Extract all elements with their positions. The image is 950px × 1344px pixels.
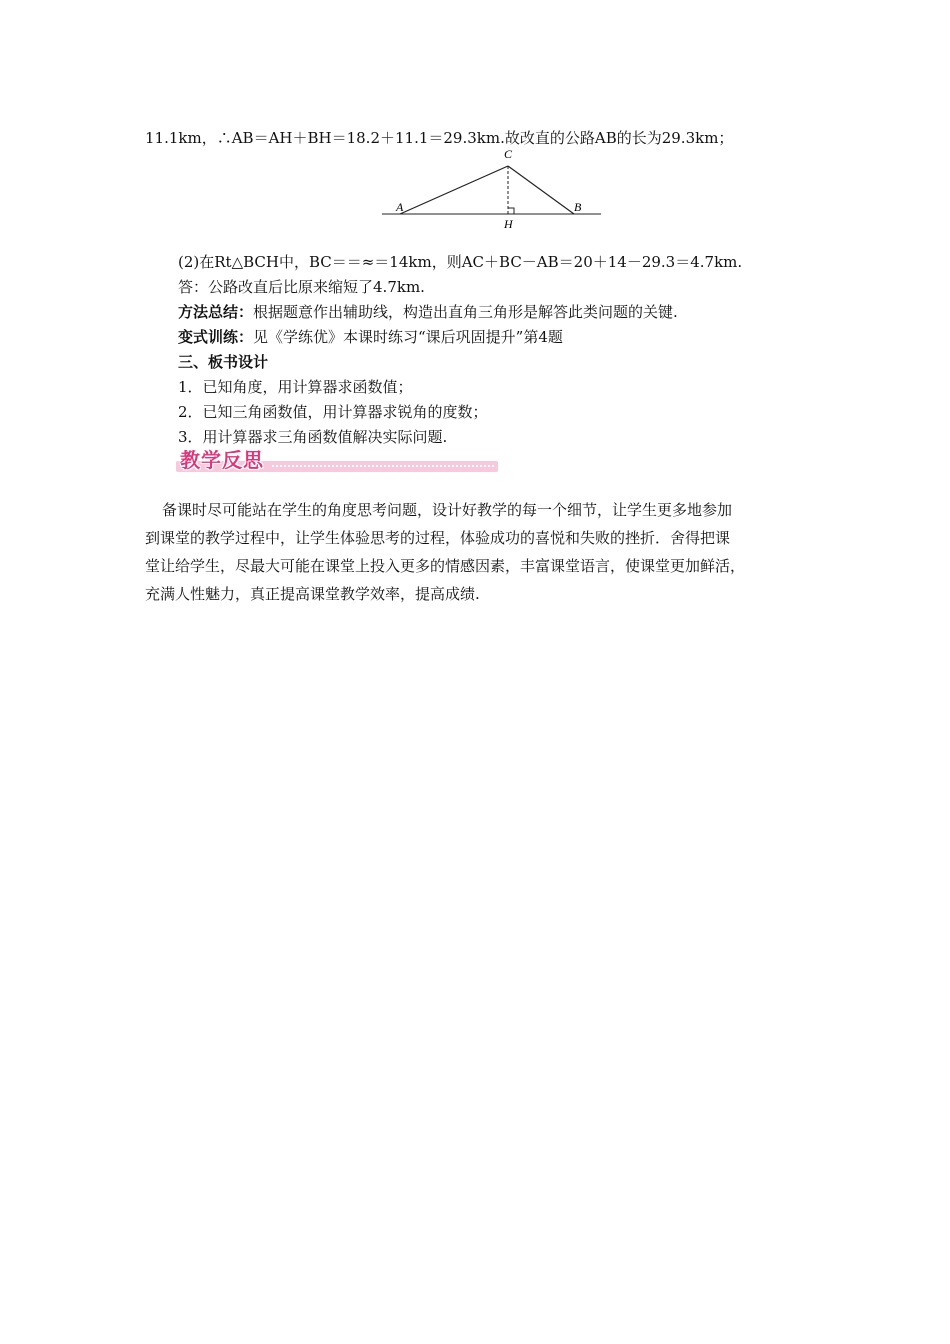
- section-heading-board-design: 三、板书设计: [178, 353, 269, 371]
- segment-ac: [400, 166, 508, 214]
- segment-bc: [508, 166, 574, 214]
- reflection-banner: [176, 448, 500, 476]
- method-summary-text: 根据题意作出辅助线，构造出直角三角形是解答此类问题的关键.: [253, 303, 678, 321]
- label-b: B: [574, 200, 582, 214]
- board-item-3: 3．用计算器求三角函数值解决实际问题.: [178, 428, 448, 446]
- method-summary-label: 方法总结：: [178, 303, 254, 321]
- variant-training-text: 见《学练优》本课时练习“课后巩固提升”第4题: [253, 328, 563, 346]
- reflection-paragraph: [145, 496, 810, 608]
- banner-title: 教学反思: [180, 448, 264, 472]
- triangle-figure: [378, 144, 604, 232]
- label-h: H: [504, 217, 513, 231]
- answer-line: 答：公路改直后比原来缩短了4.7km.: [178, 278, 425, 296]
- reflection-line-2: 到课堂的教学过程中，让学生体验思考的过程，体验成功的喜悦和失败的挫折．舍得把课: [145, 529, 731, 547]
- reflection-line-1: 备课时尽可能站在学生的角度思考问题，设计好教学的每一个细节，让学生更多地参加: [162, 501, 733, 519]
- banner-dots: [272, 465, 494, 467]
- label-c: C: [504, 147, 513, 161]
- method-summary: [178, 302, 678, 322]
- reflection-line-4: 充满人性魅力，真正提高课堂教学效率，提高成绩.: [145, 585, 480, 603]
- board-item-1: 1．已知角度，用计算器求函数值；: [178, 378, 413, 396]
- reflection-line-3: 堂让给学生，尽最大可能在课堂上投入更多的情感因素，丰富课堂语言，使课堂更加鲜活，: [145, 557, 746, 575]
- solution-line-2: (2)在Rt△BCH中，BC＝＝≈＝14km，则AC＋BC－AB＝20＋14－29.3＝4.7km.: [178, 253, 743, 271]
- label-a: A: [396, 200, 404, 214]
- right-angle-mark: [508, 208, 514, 214]
- variant-training-label: 变式训练：: [178, 328, 254, 346]
- variant-training: [178, 327, 563, 347]
- board-item-2: 2．已知三角函数值，用计算器求锐角的度数；: [178, 403, 488, 421]
- solution-line-1: 11.1km，∴AB＝AH＋BH＝18.2＋11.1＝29.3km.故改直的公路AB的长为29.3km；: [145, 129, 734, 147]
